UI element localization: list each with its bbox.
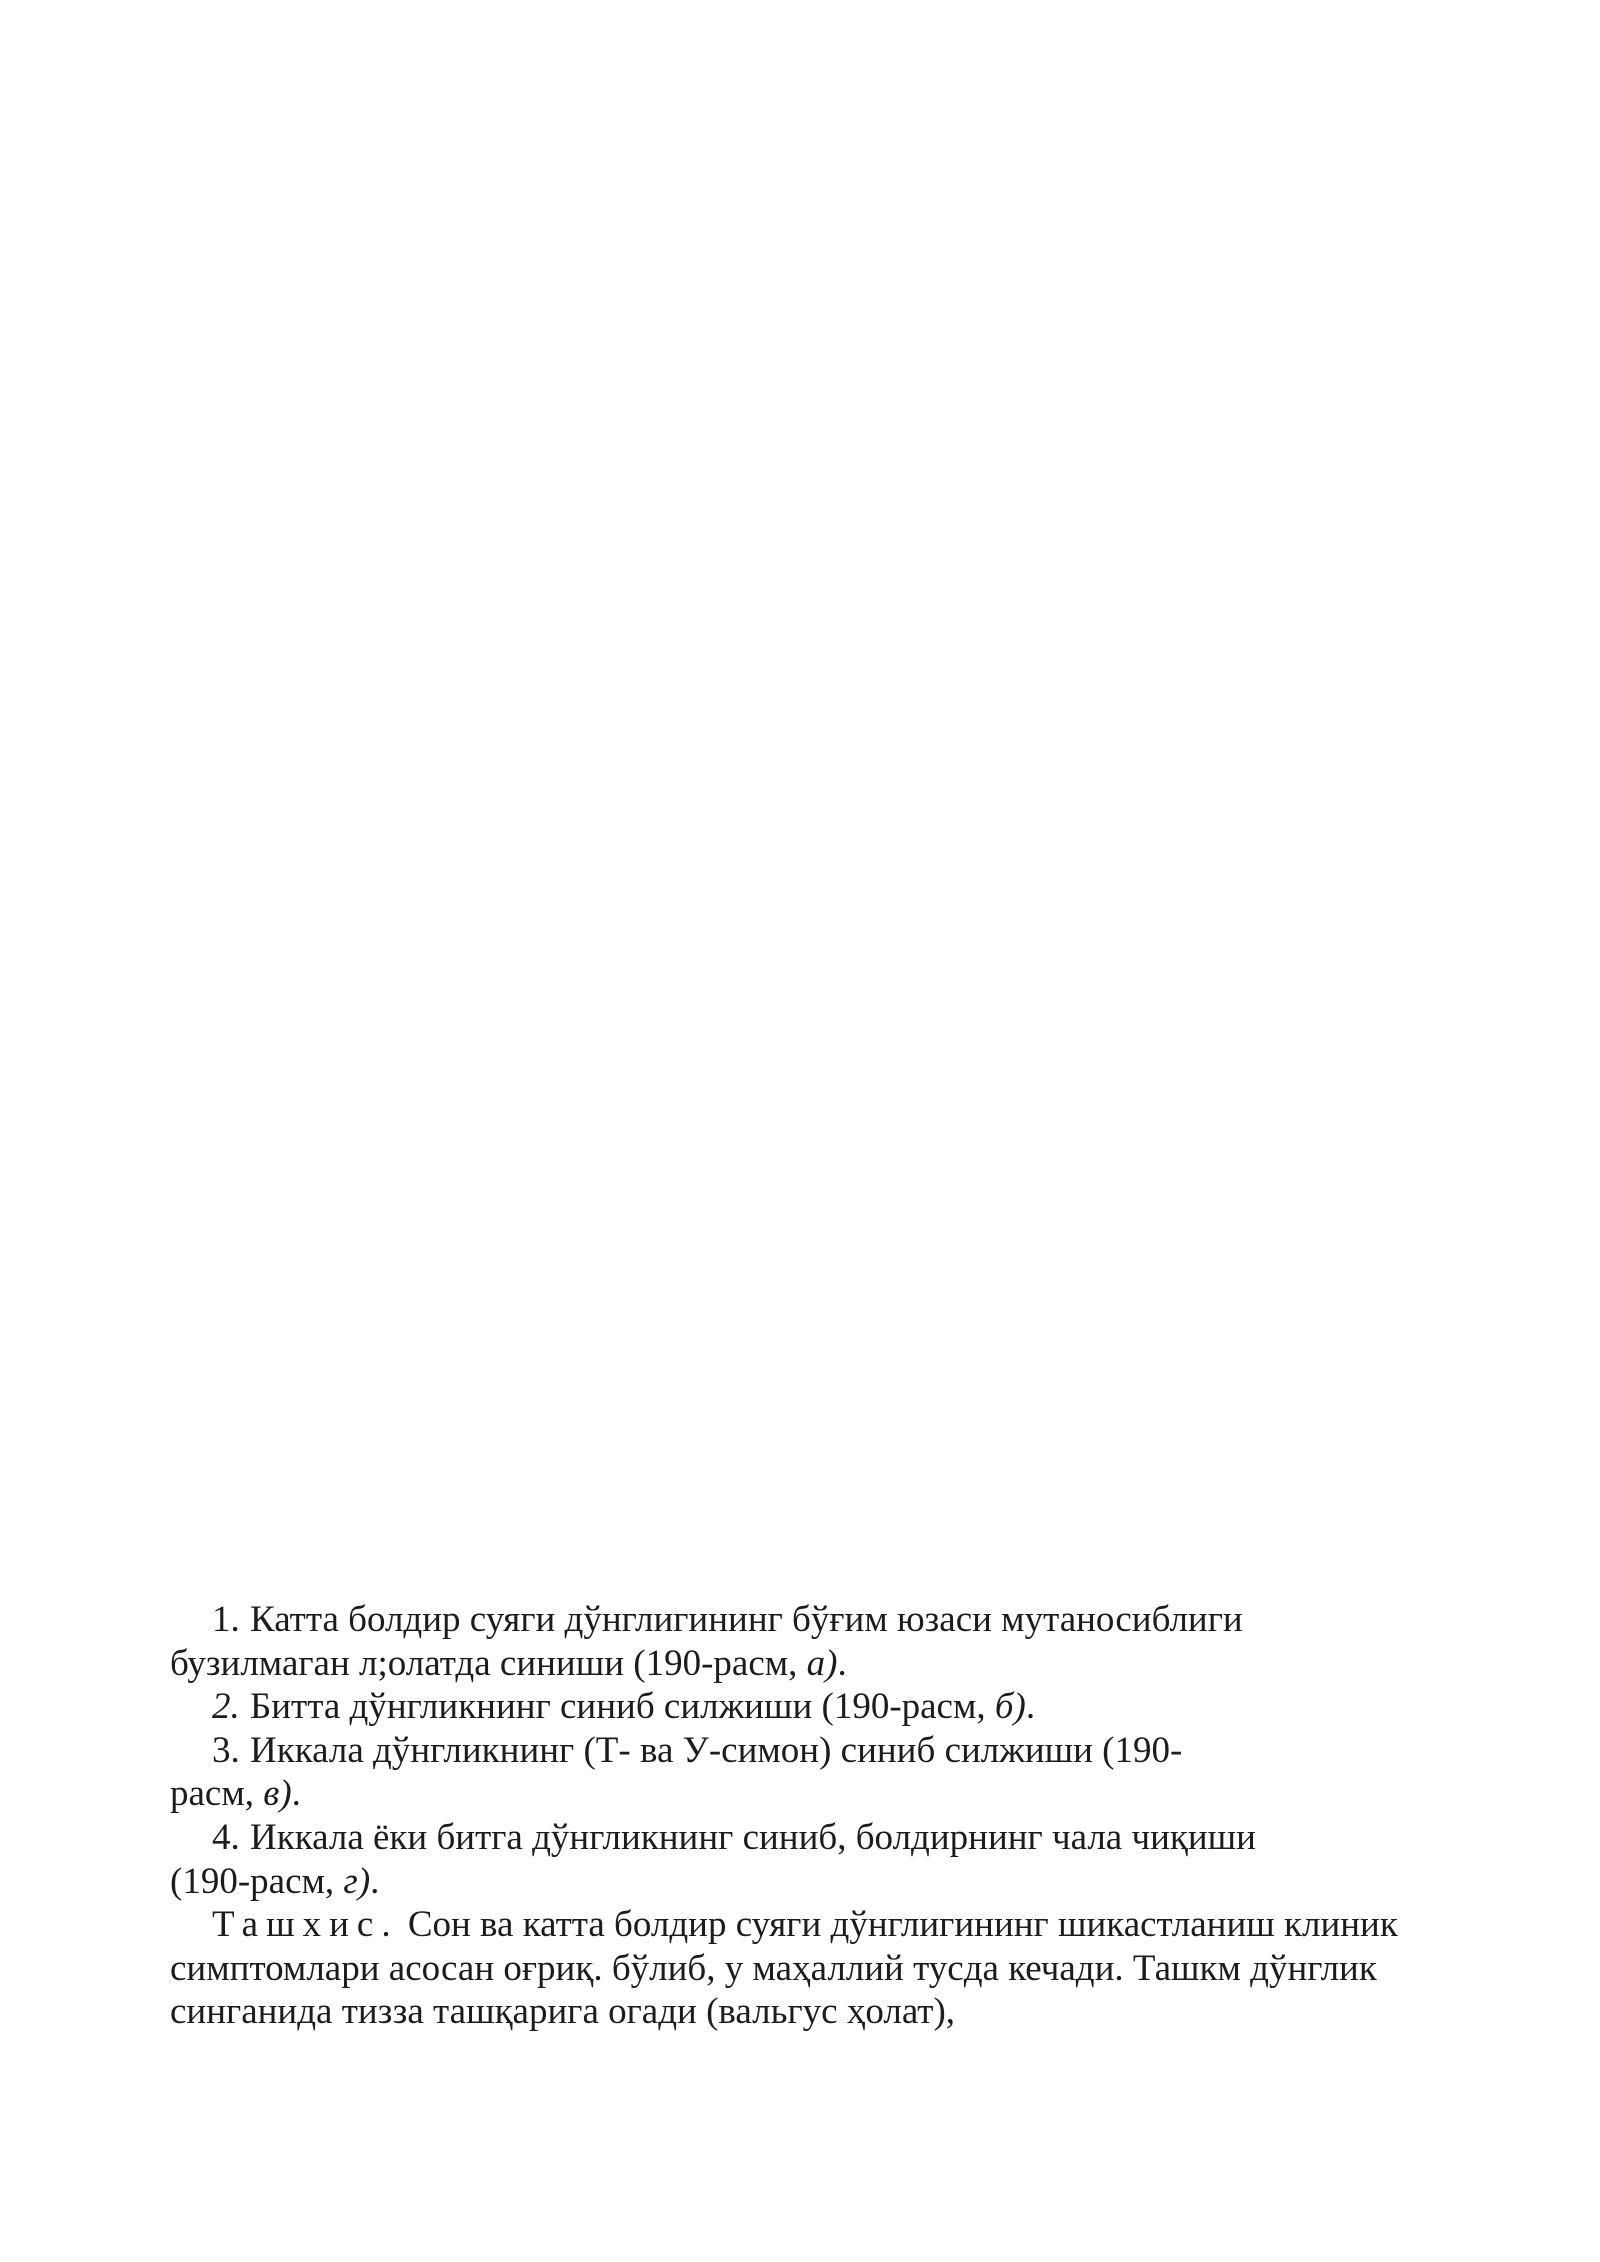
diagnosis-heading: Ташхис. [212,1904,399,1946]
list-item-number: 4. [212,1816,240,1858]
body-text [170,1598,1470,2034]
figure-ref-italic: в) [263,1773,292,1815]
list-item-3 [170,1729,1470,1773]
list-item-2: 2. Битта дўнгликнинг синиб силжиши (190-расм, б). [212,1686,1036,1728]
list-item-number: 3. [212,1729,240,1771]
figure-ref-italic: г) [343,1860,371,1902]
list-item-text: Катта болдир суяги дўнглигининг бўғим юзаси мутаносиблиги [250,1599,1243,1640]
figure-ref-italic: а) [806,1642,838,1684]
diagnosis-line-3: синганида тизза ташқарига огади (вальгус ҳолат), [170,1991,956,2033]
list-item-4-continuation: (190-расм, г). [170,1860,380,1902]
diagnosis-line-2: симптомлари асосан оғриқ. бўлиб, у маҳаллий тусда кечади. Ташкм дўнглик [170,1947,1377,1989]
list-item-1 [170,1598,1470,1642]
list-item-1-continuation: бузилмаган л;олатда синиши (190-расм, а). [170,1642,847,1684]
figure-ref-italic: б) [994,1686,1026,1728]
list-item-number: 1. [212,1599,240,1640]
list-item-number: 2. [212,1686,240,1728]
list-item-3-continuation: расм, в). [170,1773,301,1815]
list-item-text: Иккала дўнгликнинг (Т- ва У-симон) синиб силжиши (190- [250,1729,1183,1771]
list-item-4 [170,1816,1470,1860]
list-item-text: Иккала ёки битга дўнгликнинг синиб, болдирнинг чала чиқиши [250,1816,1256,1858]
diagnosis-paragraph: Ташхис. Сон ва катта болдир суяги дўнглигининг шикастланиш клиник [212,1904,1398,1946]
